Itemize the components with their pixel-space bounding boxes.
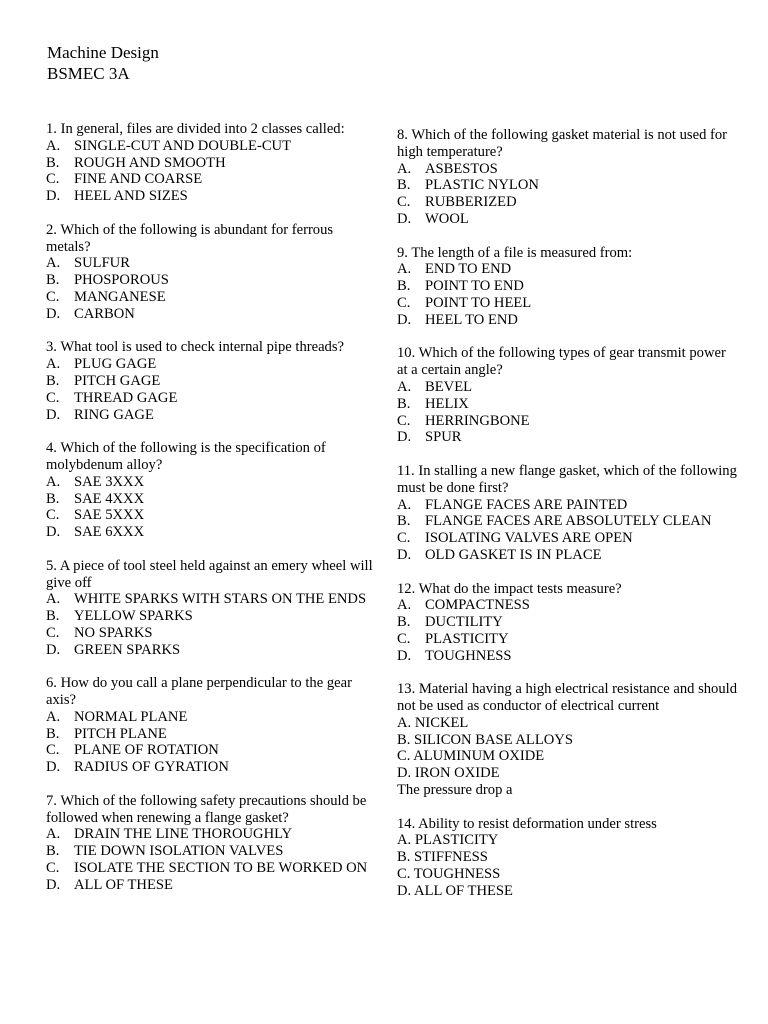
option-d: D. IRON OXIDE	[397, 765, 500, 782]
option-b: B. FLANGE FACES ARE ABSOLUTELY CLEAN	[397, 513, 712, 530]
option-d: D. SPUR	[397, 429, 462, 446]
option-d: D. RING GAGE	[46, 406, 154, 423]
option-c: C. ISOLATE THE SECTION TO BE WORKED ON	[46, 860, 368, 877]
option-a: A. PLASTICITY	[397, 832, 499, 849]
option-a: A. WHITE SPARKS WITH STARS ON THE ENDS	[46, 591, 367, 608]
option-c: C. POINT TO HEEL	[397, 294, 532, 311]
option-a: A. END TO END	[397, 261, 512, 278]
option-b: B. POINT TO END	[397, 278, 524, 295]
question-text: 8. Which of the following gasket material is not used for high temperature?	[397, 127, 728, 160]
option-b: B. PLASTIC NYLON	[397, 177, 539, 194]
question-5	[46, 558, 376, 659]
option-d: D. OLD GASKET IS IN PLACE	[397, 546, 602, 563]
question-13	[397, 681, 737, 799]
document-header	[47, 42, 159, 84]
option-d: D. WOOL	[397, 210, 469, 227]
option-c: C. ISOLATING VALVES ARE OPEN	[397, 530, 633, 547]
option-b: B. SILICON BASE ALLOYS	[397, 731, 573, 748]
question-14	[397, 816, 737, 900]
option-a: A. BEVEL	[397, 378, 473, 395]
question-text: 2. Which of the following is abundant for ferrous metals?	[46, 221, 334, 255]
option-d: D. TOUGHNESS	[397, 647, 512, 664]
option-b: B. PITCH PLANE	[46, 725, 167, 742]
option-c: C. NO SPARKS	[46, 624, 153, 641]
stray-text: The pressure drop a	[397, 782, 513, 799]
option-a: A. NICKEL	[397, 714, 469, 731]
option-c: C. HERRINGBONE	[397, 412, 530, 429]
option-d: D. HEEL AND SIZES	[46, 188, 188, 205]
question-6	[46, 675, 376, 776]
option-d: D. GREEN SPARKS	[46, 641, 181, 658]
option-c: C. TOUGHNESS	[397, 866, 501, 883]
option-a: A. NORMAL PLANE	[46, 708, 188, 725]
question-text: 1. In general, files are divided into 2 classes called:	[46, 121, 345, 137]
question-text: 9. The length of a file is measured from:	[397, 244, 633, 261]
option-a: A. SAE 3XXX	[46, 473, 145, 490]
option-b: B. HELIX	[397, 395, 469, 412]
option-c: C. SAE 5XXX	[46, 507, 145, 524]
option-d: D. CARBON	[46, 305, 135, 322]
question-7	[46, 793, 376, 894]
question-1	[46, 121, 376, 205]
question-text: 4. Which of the following is the specification of molybdenum alloy?	[46, 440, 326, 473]
option-a: A. COMPACTNESS	[397, 597, 530, 614]
option-d: D. RADIUS OF GYRATION	[46, 759, 229, 776]
question-text: 6. How do you call a plane perpendicular to the gear axis?	[46, 675, 352, 709]
option-d: D. SAE 6XXX	[46, 524, 145, 541]
question-3	[46, 339, 376, 423]
option-b: B. PITCH GAGE	[46, 372, 161, 389]
question-text: 13. Material having a high electrical resistance and should not be used as conductor of electrical current	[397, 681, 737, 715]
question-12	[397, 581, 737, 665]
option-c: C. MANGANESE	[46, 288, 166, 305]
question-text: 14. Ability to resist deformation under stress	[397, 815, 657, 832]
question-text: 11. In stalling a new flange gasket, which of the following must be done first?	[397, 462, 737, 496]
option-b: B. YELLOW SPARKS	[46, 608, 193, 625]
option-a: A. SINGLE-CUT AND DOUBLE-CUT	[46, 137, 292, 154]
section-title: BSMEC 3A	[47, 64, 130, 83]
option-d: D. ALL OF THESE	[46, 876, 173, 893]
course-title: Machine Design	[47, 43, 159, 62]
question-text: 7. Which of the following safety precautions should be followed when renewing a flange gasket?	[46, 792, 367, 826]
question-text: 3. What tool is used to check internal pipe threads?	[46, 339, 345, 356]
option-b: B. DUCTILITY	[397, 614, 503, 631]
option-a: A. FLANGE FACES ARE PAINTED	[397, 496, 628, 513]
option-d: D. HEEL TO END	[397, 311, 518, 328]
option-a: A. SULFUR	[46, 255, 130, 272]
option-b: B. SAE 4XXX	[46, 490, 145, 507]
option-c: C. THREAD GAGE	[46, 389, 178, 406]
left-column	[46, 121, 376, 910]
option-b: B. ROUGH AND SMOOTH	[46, 154, 226, 171]
option-c: C. ALUMINUM OXIDE	[397, 748, 545, 765]
option-c: C. PLASTICITY	[397, 630, 509, 647]
option-c: C. RUBBERIZED	[397, 194, 517, 211]
option-a: A. DRAIN THE LINE THOROUGHLY	[46, 826, 293, 843]
option-b: B. TIE DOWN ISOLATION VALVES	[46, 843, 284, 860]
right-column	[397, 127, 737, 916]
question-text: 12. What do the impact tests measure?	[397, 580, 622, 597]
question-8	[397, 127, 737, 228]
question-9	[397, 245, 737, 329]
option-c: C. PLANE OF ROTATION	[46, 742, 219, 759]
option-a: A. PLUG GAGE	[46, 356, 157, 373]
option-b: B. STIFFNESS	[397, 849, 488, 866]
option-d: D. ALL OF THESE	[397, 882, 513, 899]
option-c: C. FINE AND COARSE	[46, 171, 203, 188]
question-11	[397, 463, 737, 564]
question-text: 10. Which of the following types of gear transmit power at a certain angle?	[397, 345, 726, 379]
option-a: A. ASBESTOS	[397, 160, 498, 177]
option-b: B. PHOSPOROUS	[46, 272, 169, 289]
question-2	[46, 222, 376, 323]
question-text: 5. A piece of tool steel held against an emery wheel will give off	[46, 557, 373, 591]
question-4	[46, 440, 376, 541]
question-10	[397, 345, 737, 446]
